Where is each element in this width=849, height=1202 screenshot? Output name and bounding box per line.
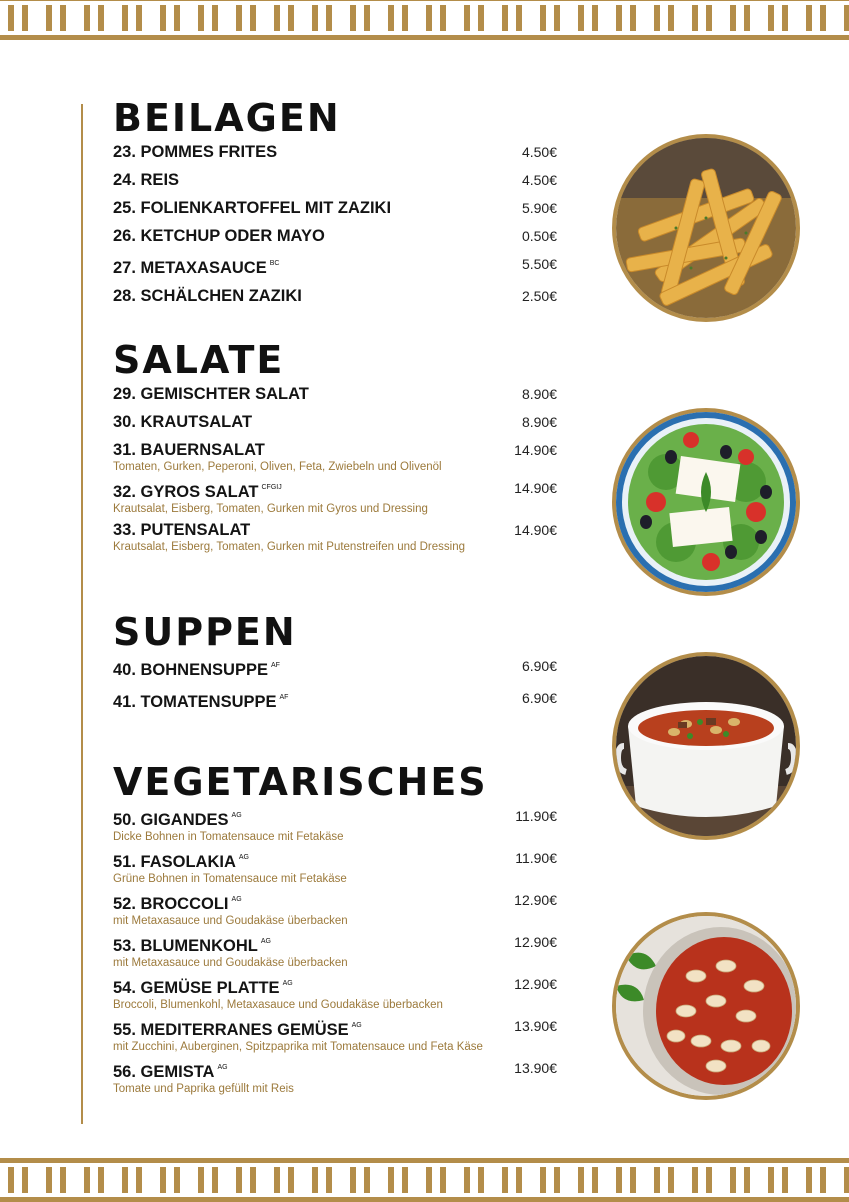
allergen-codes: AF [279,694,289,701]
menu-item [113,974,573,1013]
menu-item-name [113,198,573,218]
menu-item-price: 11.90€ [515,808,557,824]
menu-item [113,226,573,246]
menu-item-price: 13.90€ [514,1060,557,1076]
menu-item [113,806,573,845]
menu-item-name-text: 27. METAXASAUCE [113,259,267,277]
menu-item-price: 2.50€ [521,288,557,304]
menu-item-name-text: 50. GIGANDES [113,811,229,829]
menu-item-description: mit Metaxasauce und Goudakäse überbacken [113,957,348,969]
menu-item [113,142,573,162]
menu-item [113,440,573,475]
menu-item-name-text: 29. GEMISCHTER SALAT [113,385,309,403]
menu-item [113,198,573,218]
menu-item-name-text: 26. KETCHUP ODER MAYO [113,227,325,245]
baked-beans-photo [612,912,800,1100]
greek-key-border-top [0,0,849,40]
menu-item-name-text: 55. MEDITERRANES GEMÜSE [113,1021,349,1039]
menu-item [113,656,573,680]
greek-key-border-bottom [0,1158,849,1202]
allergen-codes: AG [282,980,293,987]
fries-photo [612,134,800,322]
menu-item-description: Grüne Bohnen in Tomatensauce mit Fetakäse [113,873,347,885]
menu-item-price: 12.90€ [514,934,557,950]
allergen-codes: BC [269,260,280,267]
allergen-codes: CFGIJ [261,484,282,491]
menu-item-name [113,1016,573,1040]
menu-item-name [113,848,573,872]
menu-item [113,286,573,306]
menu-item-name [113,932,573,956]
menu-item-name-text: 51. FASOLAKIA [113,853,236,871]
section-title-vegetarisches: VEGETARISCHES [113,760,488,804]
gold-vertical-rule [81,104,83,1124]
section-title-suppen: SUPPEN [113,610,297,654]
menu-item-name-text: 23. POMMES FRITES [113,143,278,161]
section-suppen [113,612,573,720]
menu-item-name [113,974,573,998]
section-title-salate: SALATE [113,338,285,382]
menu-item-price: 5.50€ [521,256,557,272]
menu-item-name-text: 54. GEMÜSE PLATTE [113,979,280,997]
menu-item-name-text: 28. SCHÄLCHEN ZAZIKI [113,287,302,305]
vegetarisches-list [113,806,573,1097]
menu-item-name-text: 53. BLUMENKOHL [113,937,258,955]
menu-item-name [113,478,573,502]
menu-item [113,932,573,971]
menu-item-name [113,412,573,432]
beilagen-list [113,142,573,306]
menu-item-name [113,806,573,830]
bean-soup-photo [612,652,800,840]
menu-item-price: 11.90€ [515,850,557,866]
menu-item-price: 14.90€ [514,522,557,538]
allergen-codes: AG [260,938,271,945]
menu-item [113,688,573,712]
greek-salad-photo [612,408,800,596]
menu-item-price: 5.90€ [521,200,557,216]
menu-item-price: 4.50€ [521,144,557,160]
suppen-list [113,656,573,712]
menu-item-description: Tomaten, Gurken, Peperoni, Oliven, Feta, Zwiebeln und Olivenöl [113,461,442,473]
menu-item-price: 12.90€ [514,976,557,992]
menu-item-description: mit Zucchini, Auberginen, Spitzpaprika mit Tomatensauce und Feta Käse [113,1041,483,1053]
menu-item-name-text: 40. BOHNENSUPPE [113,661,268,679]
menu-item-name [113,170,573,190]
menu-item-price: 12.90€ [514,892,557,908]
menu-item-price: 14.90€ [514,442,557,458]
allergen-codes: AG [231,896,242,903]
allergen-codes: AF [270,662,280,669]
menu-item-name-text: 52. BROCCOLI [113,895,229,913]
menu-item-name [113,254,573,278]
allergen-codes: AG [231,812,242,819]
section-salate [113,340,573,558]
menu-item-name [113,142,573,162]
menu-item [113,170,573,190]
menu-item-price: 8.90€ [521,414,557,430]
menu-item-name [113,890,573,914]
menu-item [113,1058,573,1097]
menu-item-name-text: 24. REIS [113,171,180,189]
menu-item-name [113,286,573,306]
menu-item-name [113,440,573,460]
menu-item [113,520,573,555]
menu-item-description: Krautsalat, Eisberg, Tomaten, Gurken mit Gyros und Dressing [113,503,428,515]
menu-item-description: Broccoli, Blumenkohl, Metaxasauce und Goudakäse überbacken [113,999,443,1011]
menu-item-price: 6.90€ [521,690,557,706]
menu-item-description: Dicke Bohnen in Tomatensauce mit Fetakäse [113,831,344,843]
menu-item-name [113,656,573,680]
menu-item [113,384,573,404]
allergen-codes: AG [351,1022,362,1029]
menu-item-description: mit Metaxasauce und Goudakäse überbacken [113,915,348,927]
salate-list [113,384,573,555]
section-beilagen [113,98,573,314]
menu-item-description: Krautsalat, Eisberg, Tomaten, Gurken mit Putenstreifen und Dressing [113,541,465,553]
menu-item-name [113,688,573,712]
menu-item-name-text: 41. TOMATENSUPPE [113,693,277,711]
menu-item-name [113,226,573,246]
menu-item-name-text: 25. FOLIENKARTOFFEL MIT ZAZIKI [113,199,392,217]
menu-item-name-text: 31. BAUERNSALAT [113,441,265,459]
section-title-beilagen: BEILAGEN [113,96,341,140]
menu-item-price: 14.90€ [514,480,557,496]
menu-item [113,254,573,278]
menu-item-name-text: 32. GYROS SALAT [113,483,259,501]
menu-item [113,890,573,929]
menu-item-name [113,384,573,404]
menu-item [113,478,573,517]
menu-item-price: 6.90€ [521,658,557,674]
menu-item-name [113,520,573,540]
menu-item [113,1016,573,1055]
menu-item-name-text: 33. PUTENSALAT [113,521,251,539]
menu-item-price: 0.50€ [521,228,557,244]
menu-item-price: 4.50€ [521,172,557,188]
menu-item-price: 13.90€ [514,1018,557,1034]
menu-item-price: 8.90€ [521,386,557,402]
menu-item-name [113,1058,573,1082]
menu-item [113,412,573,432]
menu-item-name-text: 56. GEMISTA [113,1063,215,1081]
allergen-codes: AG [217,1064,228,1071]
allergen-codes: AG [238,854,249,861]
menu-item-description: Tomate und Paprika gefüllt mit Reis [113,1083,294,1095]
section-vegetarisches [113,762,573,1100]
menu-item [113,848,573,887]
menu-item-name-text: 30. KRAUTSALAT [113,413,253,431]
